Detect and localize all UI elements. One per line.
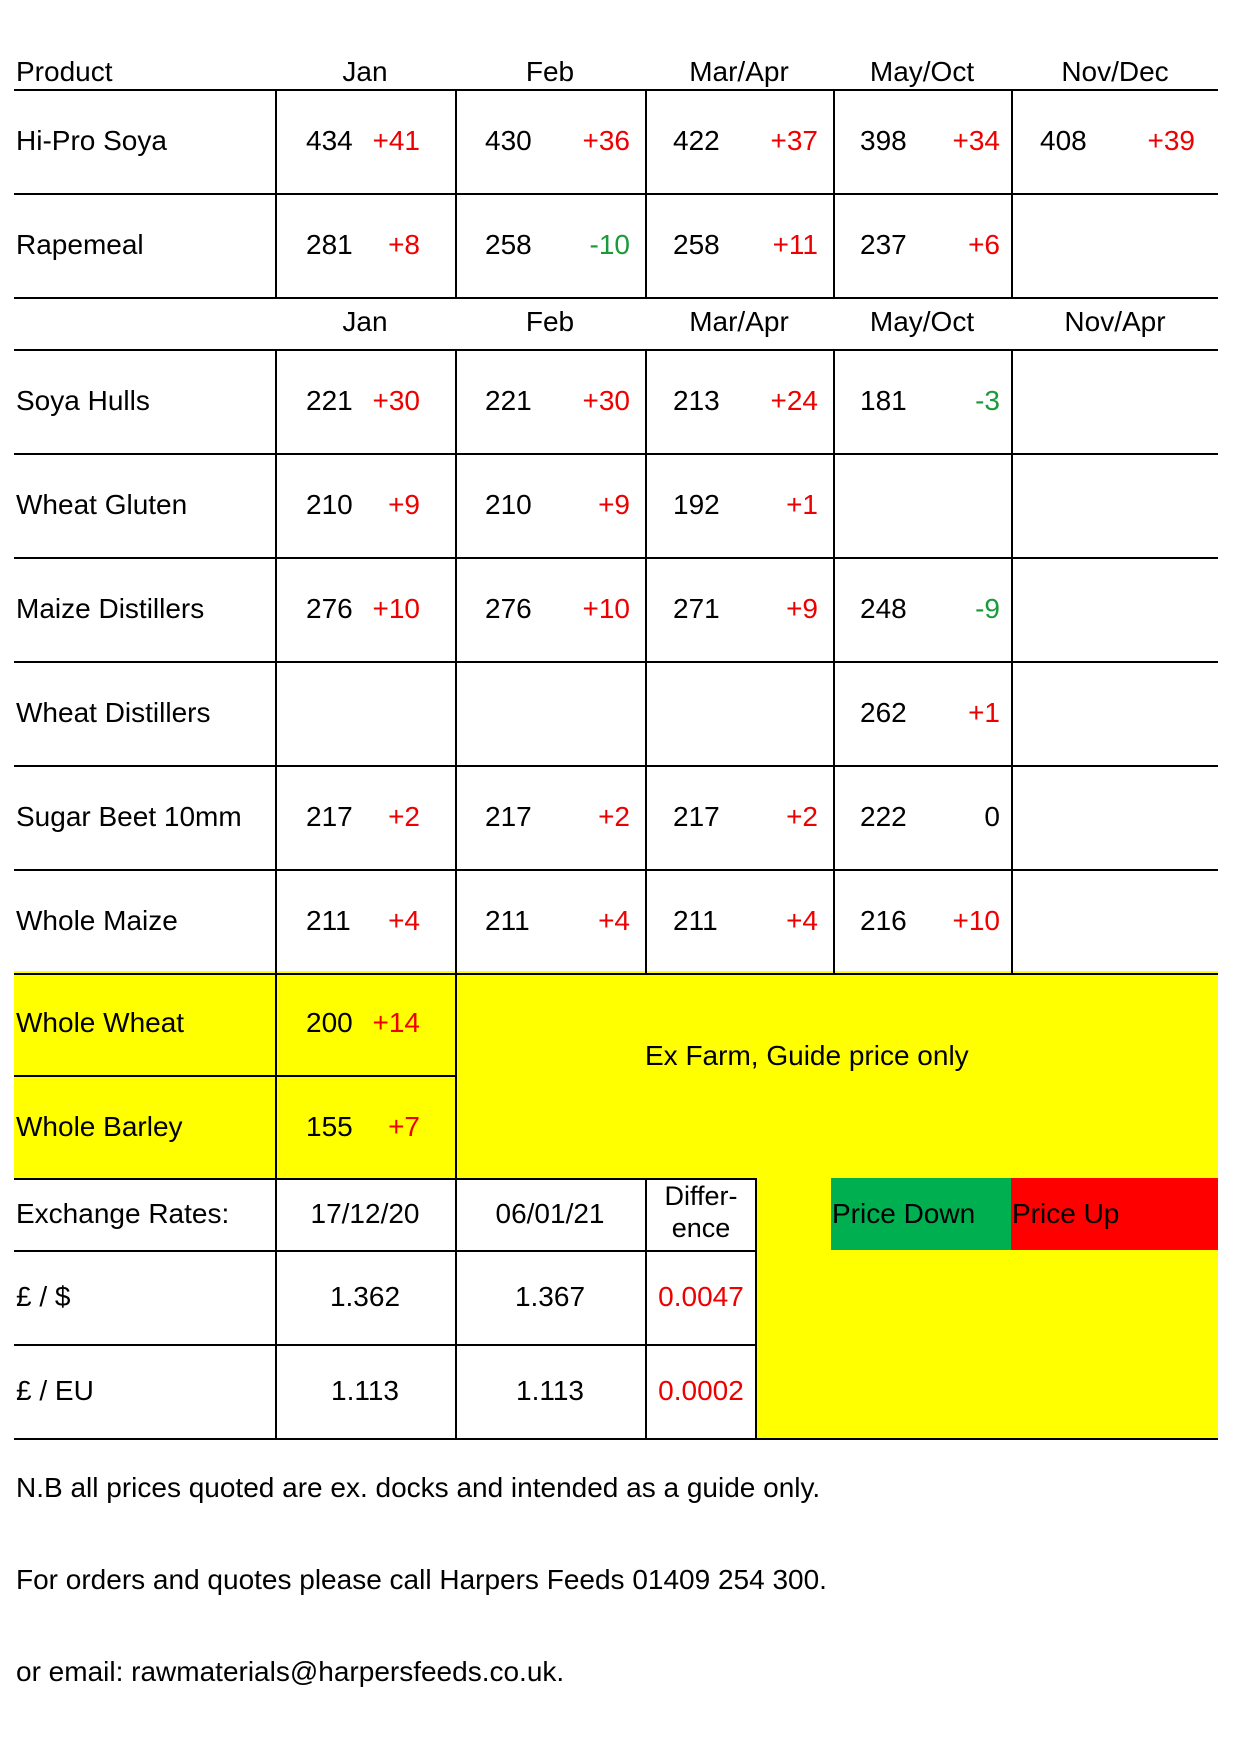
price-value: 222 bbox=[860, 801, 907, 832]
grid-line bbox=[275, 89, 277, 297]
footer-contact: For orders and quotes please call Harpers Feeds 01409 254 300. bbox=[16, 1564, 827, 1595]
difference-label-1: Differ- bbox=[664, 1181, 738, 1211]
subheader-3: May/Oct bbox=[869, 306, 975, 337]
price-value: 217 bbox=[673, 801, 720, 832]
rate-value-2: 1.367 bbox=[514, 1281, 586, 1312]
grid-line bbox=[14, 349, 1218, 351]
price-value: 398 bbox=[860, 125, 907, 156]
grid-line bbox=[14, 869, 1218, 871]
price-change: -3 bbox=[975, 385, 1000, 416]
exchange-date-1: 17/12/20 bbox=[310, 1198, 420, 1229]
grid-line bbox=[275, 349, 277, 973]
grid-line bbox=[455, 89, 457, 297]
price-change: +9 bbox=[598, 489, 630, 520]
column-header-4: Nov/Dec bbox=[1061, 56, 1169, 87]
product-name: Hi-Pro Soya bbox=[16, 125, 167, 156]
footer-note: N.B all prices quoted are ex. docks and intended as a guide only. bbox=[16, 1472, 821, 1503]
column-header-0: Jan bbox=[342, 56, 388, 87]
grid-line bbox=[645, 89, 647, 297]
price-value: 221 bbox=[306, 385, 353, 416]
price-change: +30 bbox=[372, 385, 420, 416]
grid-line bbox=[14, 193, 1218, 195]
column-header-1: Feb bbox=[525, 56, 575, 87]
price-change: +11 bbox=[772, 229, 818, 260]
product-name: Whole Maize bbox=[16, 905, 178, 936]
grid-line bbox=[455, 349, 457, 973]
price-change: +7 bbox=[388, 1111, 420, 1142]
grid-line bbox=[14, 661, 1218, 663]
price-value: 155 bbox=[306, 1111, 353, 1142]
difference-label-2: ence bbox=[671, 1213, 731, 1243]
column-header-2: Mar/Apr bbox=[689, 56, 789, 87]
price-change: +1 bbox=[968, 697, 1000, 728]
price-down-label: Price Down bbox=[832, 1198, 976, 1229]
grid-line bbox=[14, 1344, 755, 1346]
exchange-label: Exchange Rates: bbox=[16, 1198, 230, 1229]
price-value: 211 bbox=[306, 905, 351, 936]
price-value: 258 bbox=[673, 229, 720, 260]
price-value: 276 bbox=[306, 593, 353, 624]
rate-value-1: 1.362 bbox=[329, 1281, 401, 1312]
grid-line bbox=[14, 1178, 755, 1180]
price-value: 210 bbox=[485, 489, 532, 520]
price-change: +2 bbox=[786, 801, 818, 832]
product-name: Wheat Distillers bbox=[16, 697, 211, 728]
price-value: 211 bbox=[485, 905, 530, 936]
price-change: +41 bbox=[372, 125, 420, 156]
grid-line bbox=[833, 89, 835, 297]
product-name: Wheat Gluten bbox=[16, 489, 188, 520]
grid-line bbox=[14, 1438, 1218, 1440]
price-value: 276 bbox=[485, 593, 532, 624]
price-value: 217 bbox=[485, 801, 532, 832]
currency-pair: £ / $ bbox=[16, 1281, 71, 1312]
product-name: Rapemeal bbox=[16, 229, 144, 260]
price-value: 192 bbox=[673, 489, 720, 520]
price-value: 422 bbox=[673, 125, 720, 156]
grid-line bbox=[14, 765, 1218, 767]
price-change: +9 bbox=[786, 593, 818, 624]
product-name: Whole Wheat bbox=[16, 1007, 185, 1038]
grid-line bbox=[645, 1178, 647, 1438]
grid-line bbox=[14, 973, 1218, 975]
price-change: +24 bbox=[770, 385, 818, 416]
price-change: +10 bbox=[582, 593, 630, 624]
footer-email: or email: rawmaterials@harpersfeeds.co.uk. bbox=[16, 1656, 565, 1687]
price-up-label: Price Up bbox=[1012, 1198, 1120, 1229]
price-change: +4 bbox=[598, 905, 630, 936]
farm-guide-note: Ex Farm, Guide price only bbox=[645, 1040, 969, 1071]
price-change: +34 bbox=[952, 125, 1000, 156]
grid-line bbox=[1011, 349, 1013, 973]
price-value: 211 bbox=[673, 905, 718, 936]
price-change: +6 bbox=[968, 229, 1000, 260]
grid-line bbox=[755, 1178, 757, 1438]
currency-pair: £ / EU bbox=[16, 1375, 94, 1406]
price-change: +10 bbox=[952, 905, 1000, 936]
price-value: 262 bbox=[860, 697, 907, 728]
price-change: +4 bbox=[388, 905, 420, 936]
price-value: 221 bbox=[485, 385, 532, 416]
rate-value-2: 1.113 bbox=[516, 1375, 584, 1406]
price-change: +10 bbox=[372, 593, 420, 624]
subheader-4: Nov/Apr bbox=[1064, 306, 1166, 337]
price-value: 434 bbox=[306, 125, 353, 156]
product-name: Sugar Beet 10mm bbox=[16, 801, 242, 832]
product-name: Soya Hulls bbox=[16, 385, 150, 416]
column-header-product: Product bbox=[16, 56, 113, 87]
price-value: 281 bbox=[306, 229, 353, 260]
price-change: +1 bbox=[786, 489, 818, 520]
price-change: +4 bbox=[786, 905, 818, 936]
grid-line bbox=[14, 557, 1218, 559]
grid-line bbox=[1011, 89, 1013, 297]
exchange-date-2: 06/01/21 bbox=[495, 1198, 605, 1229]
price-change: -10 bbox=[589, 229, 630, 260]
price-change: +30 bbox=[582, 385, 630, 416]
price-value: 217 bbox=[306, 801, 353, 832]
subheader-2: Mar/Apr bbox=[689, 306, 789, 337]
grid-line bbox=[275, 971, 277, 1178]
price-value: 237 bbox=[860, 229, 907, 260]
price-value: 213 bbox=[673, 385, 720, 416]
grid-line bbox=[14, 1075, 455, 1077]
price-value: 430 bbox=[485, 125, 532, 156]
grid-line bbox=[14, 297, 1218, 299]
grid-line bbox=[833, 349, 835, 973]
price-change: +36 bbox=[582, 125, 630, 156]
column-header-3: May/Oct bbox=[869, 56, 975, 87]
farm-highlight-right bbox=[455, 971, 1218, 1178]
price-value: 271 bbox=[673, 593, 720, 624]
grid-line bbox=[14, 89, 1218, 91]
price-change: +37 bbox=[770, 125, 818, 156]
product-name: Maize Distillers bbox=[16, 593, 205, 624]
grid-line bbox=[275, 1178, 277, 1438]
price-value: 216 bbox=[860, 905, 907, 936]
price-change: +9 bbox=[388, 489, 420, 520]
price-change: +39 bbox=[1147, 125, 1195, 156]
grid-line bbox=[14, 453, 1218, 455]
price-change: +2 bbox=[388, 801, 420, 832]
subheader-1: Feb bbox=[525, 306, 575, 337]
price-value: 181 bbox=[860, 385, 907, 416]
product-name: Whole Barley bbox=[16, 1111, 183, 1142]
rate-difference: 0.0047 bbox=[658, 1281, 744, 1312]
subheader-0: Jan bbox=[342, 306, 388, 337]
grid-line bbox=[645, 349, 647, 973]
grid-line bbox=[455, 1178, 457, 1438]
grid-line bbox=[14, 1250, 755, 1252]
price-value: 248 bbox=[860, 593, 907, 624]
price-change: -9 bbox=[975, 593, 1000, 624]
price-change: +2 bbox=[598, 801, 630, 832]
price-value: 210 bbox=[306, 489, 353, 520]
price-value: 408 bbox=[1040, 125, 1087, 156]
rate-value-1: 1.113 bbox=[331, 1375, 399, 1406]
price-change: 0 bbox=[984, 801, 1000, 832]
grid-line bbox=[455, 971, 457, 1178]
price-change: +14 bbox=[372, 1007, 420, 1038]
price-change: +8 bbox=[388, 229, 420, 260]
price-value: 258 bbox=[485, 229, 532, 260]
price-value: 200 bbox=[306, 1007, 353, 1038]
rate-difference: 0.0002 bbox=[658, 1375, 744, 1406]
